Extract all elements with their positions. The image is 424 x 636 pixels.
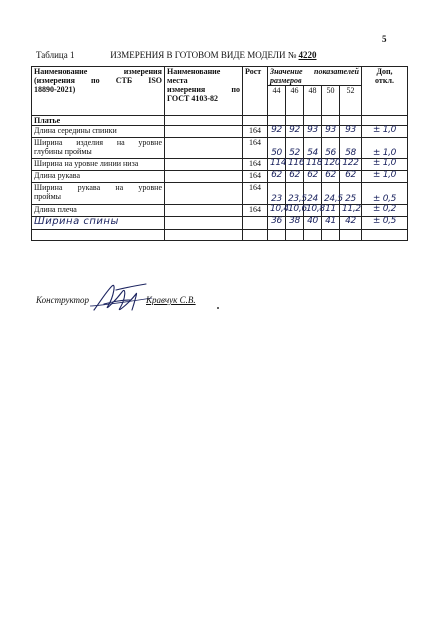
header-measurement-name: Наименование измерения (измерения по СТБ ISO 18890-2021): [32, 67, 165, 116]
row-value: 116: [286, 159, 304, 171]
table-row: [32, 138, 408, 159]
row-height: 164: [243, 159, 268, 171]
row-tolerance: ± 1,0: [362, 159, 408, 171]
header-height: Рост: [243, 67, 268, 116]
table-row-empty: [32, 230, 408, 241]
row-name: Длина середины спинки: [32, 126, 165, 138]
row-value: 62: [304, 171, 322, 183]
row-value: 58: [340, 138, 362, 159]
row-value: 54: [304, 138, 322, 159]
row-value: 62: [340, 171, 362, 183]
row-name: Длина рукава: [32, 171, 165, 183]
size-header: 44: [268, 86, 286, 116]
row-value: 93: [340, 126, 362, 138]
size-header: 52: [340, 86, 362, 116]
row-value: 11: [322, 205, 340, 217]
row-value: 10,8: [304, 205, 322, 217]
row-height: 164: [243, 171, 268, 183]
table-label: Таблица 1: [36, 50, 75, 60]
row-value: 40: [304, 217, 322, 230]
row-tolerance: ± 1,0: [362, 171, 408, 183]
table-row: [32, 183, 408, 205]
row-value: 41: [322, 217, 340, 230]
row-value: 62: [286, 171, 304, 183]
row-name: Ширина изделия на уровне глубины проймы: [32, 138, 165, 159]
row-tolerance: ± 1,0: [362, 126, 408, 138]
row-name: Ширина рукава на уровне проймы: [32, 183, 165, 205]
row-value: 10,6: [286, 205, 304, 217]
row-value: 24: [304, 183, 322, 205]
table-row: [32, 217, 408, 230]
header-tolerance: Доп, откл.: [362, 67, 408, 116]
header-measurement-place: Наименование места измерения по ГОСТ 4103-82: [165, 67, 243, 116]
signature-block: [36, 286, 236, 330]
size-header: 48: [304, 86, 322, 116]
row-height: 164: [243, 126, 268, 138]
row-value: 122: [340, 159, 362, 171]
row-tolerance: ± 0,5: [362, 183, 408, 205]
stray-mark: [217, 307, 219, 309]
row-value: 93: [322, 126, 340, 138]
size-header: 50: [322, 86, 340, 116]
row-value: 114: [268, 159, 286, 171]
row-value: 25: [340, 183, 362, 205]
model-number: 4220: [298, 50, 317, 60]
table-row: [32, 205, 408, 217]
row-tolerance: ± 1,0: [362, 138, 408, 159]
row-value: 50: [268, 138, 286, 159]
signature-label: Конструктор: [36, 295, 90, 305]
row-value: 92: [268, 126, 286, 138]
row-value: 92: [286, 126, 304, 138]
row-value: 120: [322, 159, 340, 171]
row-value: 93: [304, 126, 322, 138]
row-value: 24,5: [322, 183, 340, 205]
row-value: 23: [268, 183, 286, 205]
designer-name: Кравчук С.В.: [146, 295, 196, 305]
table-title: ИЗМЕРЕНИЯ В ГОТОВОМ ВИДЕ МОДЕЛИ №: [110, 50, 297, 60]
table-row: [32, 159, 408, 171]
row-value: 38: [286, 217, 304, 230]
table-row: [32, 171, 408, 183]
row-name: Длина плеча: [32, 205, 165, 217]
row-value: 118: [304, 159, 322, 171]
row-name: Ширина на уровне линии низа: [32, 159, 165, 171]
row-value: 62: [322, 171, 340, 183]
row-value: 11,2: [340, 205, 362, 217]
measurement-table: [31, 66, 408, 241]
table-row: [32, 126, 408, 138]
row-value: 23,5: [286, 183, 304, 205]
row-value: 56: [322, 138, 340, 159]
header-values: Значение показателей размеров: [268, 67, 362, 86]
row-value: 10,4: [268, 205, 286, 217]
section-title: Платье: [32, 116, 165, 126]
row-tolerance: ± 0,5: [362, 217, 408, 230]
row-value: 42: [340, 217, 362, 230]
row-value: 62: [268, 171, 286, 183]
row-value: 36: [268, 217, 286, 230]
row-value: 52: [286, 138, 304, 159]
size-header: 46: [286, 86, 304, 116]
row-name: Ширина спины: [32, 217, 165, 230]
page-number: 5: [382, 34, 387, 44]
row-tolerance: ± 0,2: [362, 205, 408, 217]
row-height: 164: [243, 183, 268, 205]
row-height: 164: [243, 205, 268, 217]
row-height: 164: [243, 138, 268, 159]
table-caption: [36, 50, 317, 60]
